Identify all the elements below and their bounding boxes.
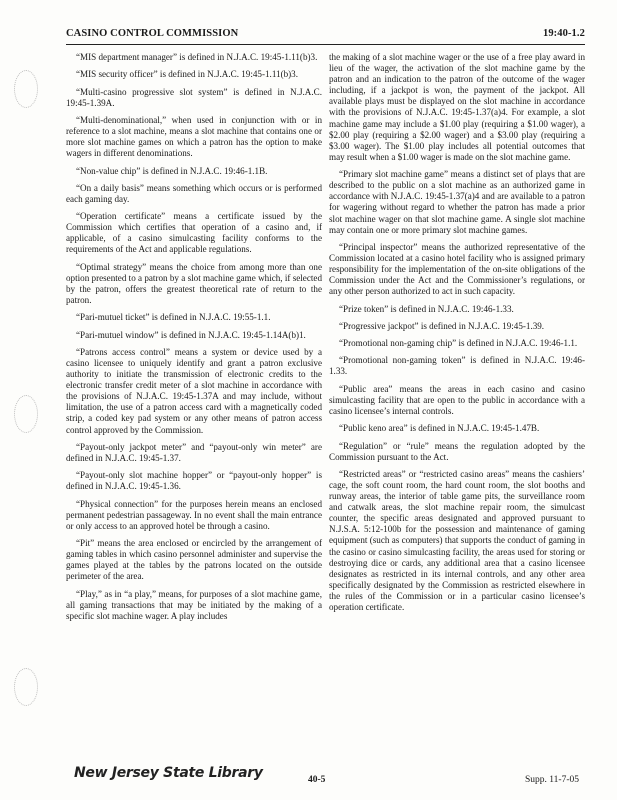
definition-paragraph: “Multi-casino progressive slot system” is defined in N.J.A.C. 19:45-1.39A. xyxy=(66,86,322,108)
definition-paragraph: “Play,” as in “a play,” means, for purposes of a slot machine game, all gaming transactions that may be initiated by the making of a specific slot machine wager. A play includes xyxy=(66,588,322,621)
punch-hole-top xyxy=(14,70,38,108)
definition-paragraph: the making of a slot machine wager or the use of a free play award in lieu of the wager, the activation of the slot machine game by the patron and an indication to the patron of the outcome of the wager including, if a jackpot is won, the payment of the jackpot. All available plays must be displayed on the slot machine in accordance with the provisions of N.J.A.C. 19:45-1.37(a)4. For example, a slot machine game may include a $1.00 play (requiring a $1.00 wager), a $2.00 play (requiring a $2.00 wager) and a $3.00 play (requiring a $3.00 wager). The $1.00 play includes all potential outcomes that may result when a $1.00 wager is made on the slot machine game. xyxy=(329,52,585,162)
header-section-number: 19:40-1.2 xyxy=(542,28,585,39)
definition-paragraph: “Multi-denominational,” when used in conjunction with or in reference to a slot machine, means a slot machine that contains one or more slot machine games on which a patron has the option to make wagers in different denominations. xyxy=(66,114,322,159)
definition-paragraph: “Physical connection” for the purposes herein means an enclosed permanent pedestrian passageway. In no event shall the main entrance or only access to an approved hotel be through a casino. xyxy=(66,498,322,531)
left-column xyxy=(66,52,322,628)
definition-paragraph: “Primary slot machine game” means a distinct set of plays that are described to the public on a slot machine as an authorized game in accordance with N.J.A.C. 19:45-1.37(a)4 and are available to a patron for wagering without regard to whether the patron has made a prior slot machine wager on that slot machine game. A single slot machine may contain one or more primary slot machine games. xyxy=(329,169,585,235)
definition-paragraph: “Promotional non-gaming chip” is defined in N.J.A.C. 19:46-1.1. xyxy=(339,338,578,349)
supplement-date: Supp. 11-7-05 xyxy=(524,775,579,785)
definition-paragraph: “Operation certificate” means a certificate issued by the Commission which certifies that operation of a casino and, if applicable, of a casino simulcasting facility conforms to the requirements of the Act and applicable regulations. xyxy=(66,211,322,255)
page-number: 40-5 xyxy=(308,775,326,785)
definition-paragraph: “Public area” means the areas in each casino and casino simulcasting facility that are open to the public in accordance with a casino licensee’s internal controls. xyxy=(329,383,585,416)
definition-paragraph: “Optimal strategy” means the choice from among more than one option presented to a patron by a slot machine game which, if selected by the patron, offers the greatest theoretical rate of return to the patron. xyxy=(66,261,322,305)
definition-paragraph: “Restricted areas” or “restricted casino areas” means the cashiers’ cage, the soft count room, the hard count room, the slot booths and runway areas, the interior of table game pits, the surveillance room and catwalk areas, the slot machine repair room, the simulcast counter, the specific areas designated and approved pursuant to N.J.S.A. 5:12-100b for the possession and maintenance of gaming equipment (such as computers) that supports the conduct of gaming in the casino or casino simulcasting facility, the areas used for storing or destroying dice or cards, any additional area that a casino licensee designates as restricted in its internal controls, and any other area specifically designated by the Commission as restricted elsewhere in the rules of the Commission or in a particular casino licensee’s operation certificate. xyxy=(329,468,585,612)
definition-paragraph: “Pari-mutuel ticket” is defined in N.J.A.C. 19:55-1.1. xyxy=(76,312,271,323)
definition-paragraph: “Pit” means the area enclosed or encircled by the arrangement of gaming tables in which casino personnel administer and supervise the games played at the tables by the patrons located on the outside perimeter of the area. xyxy=(66,538,322,582)
library-stamp: New Jersey State Library xyxy=(74,765,263,781)
definition-paragraph: “Public keno area” is defined in N.J.A.C. 19:45-1.47B. xyxy=(339,423,540,434)
header-title: CASINO CONTROL COMMISSION xyxy=(66,28,239,39)
definition-paragraph: “Payout-only jackpot meter” and “payout-only win meter” are defined in N.J.A.C. 19:45-1.37. xyxy=(66,441,322,463)
definition-paragraph: “MIS department manager” is defined in N.J.A.C. 19:45-1.11(b)3. xyxy=(76,52,318,62)
definition-paragraph: “MIS security officer” is defined in N.J.A.C. 19:45-1.11(b)3. xyxy=(76,69,298,80)
header-rule xyxy=(66,44,585,45)
definition-paragraph: “Principal inspector” means the authorized representative of the Commission located at a casino hotel facility who is assigned primary responsibility for the implementation of the on-site obligations of the Commission under the Act and the Commissioner’s regulations, or any other person authorized to act in such capacity. xyxy=(329,241,585,297)
definition-paragraph: “Regulation” or “rule” means the regulation adopted by the Commission pursuant to the Act. xyxy=(329,440,585,462)
definition-paragraph: “Promotional non-gaming token” is defined in N.J.A.C. 19:46-1.33. xyxy=(329,355,585,377)
definition-paragraph: “Payout-only slot machine hopper” or “payout-only hopper” is defined in N.J.A.C. 19:45-1.36. xyxy=(66,470,322,492)
definition-paragraph: “Prize token” is defined in N.J.A.C. 19:46-1.33. xyxy=(339,303,514,314)
definition-paragraph: “Progressive jackpot” is defined in N.J.A.C. 19:45-1.39. xyxy=(339,320,545,331)
running-header xyxy=(66,28,585,39)
definition-paragraph: “Non-value chip” is defined in N.J.A.C. 19:46-1.1B. xyxy=(76,165,268,176)
definition-paragraph: “Pari-mutuel window” is defined in N.J.A.C. 19:45-1.14A(b)1. xyxy=(76,329,306,340)
punch-hole-middle xyxy=(14,395,38,433)
punch-hole-bottom xyxy=(14,668,38,706)
definition-paragraph: “On a daily basis” means something which occurs or is performed each gaming day. xyxy=(66,182,322,204)
definition-paragraph: “Patrons access control” means a system or device used by a casino licensee to uniquely identify and grant a patron exclusive authority to initiate the transmission of electronic credits to the electronic transfer credit meter of a slot machine in accordance with the provisions of N.J.A.C. 19:45-1.37A and may include, without limitation, the use of a patron access card with a magnetically coded strip, a coded key pad system or any other means of patron access control approved by the Commission. xyxy=(66,346,322,435)
right-column xyxy=(329,52,585,619)
